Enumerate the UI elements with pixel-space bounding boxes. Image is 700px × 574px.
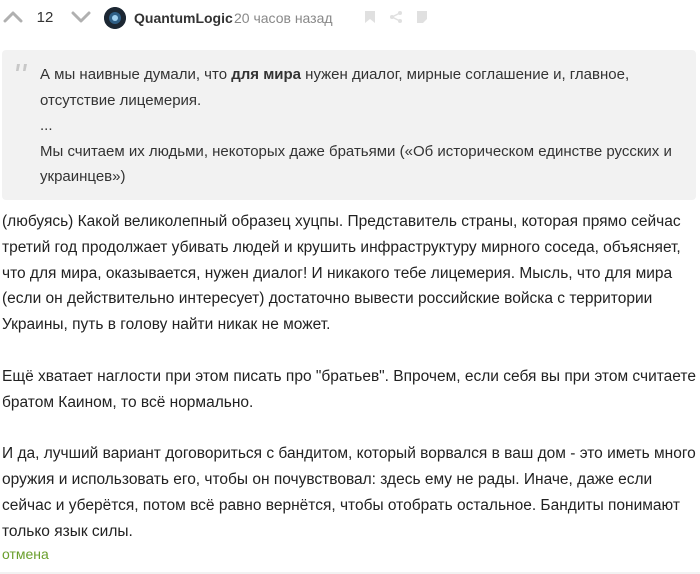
- chevron-up-icon: [3, 10, 23, 24]
- link-icon: [416, 10, 428, 24]
- comment-paragraph: (любуясь) Какой великолепный образец хуцпы. Представитель страны, которая прямо сейчас третий год продолжает убивать людей и крушить инфраструктуру мирного соседа, объясняет, что для мира, оказывается, нужен диалог! И никакого тебе лицемерия. Мысль, что для мира (если он действительно интересует) достаточно вывести российские войска с территории Украины, путь в голову найти никак не может.: [2, 213, 681, 334]
- quote-bold-text: для мира: [231, 66, 302, 83]
- bookmark-button[interactable]: [362, 9, 378, 25]
- chevron-down-icon: [71, 10, 91, 24]
- cancel-link[interactable]: отмена: [2, 546, 49, 562]
- quote-line-1: [40, 62, 685, 113]
- quote-block: [2, 50, 696, 200]
- share-icon: [389, 10, 403, 24]
- comment-actions: [362, 9, 430, 25]
- quote-icon: [14, 60, 34, 80]
- quote-text-part: А мы наивные думали, что: [40, 66, 232, 83]
- comment-header: [0, 0, 700, 36]
- avatar[interactable]: [104, 7, 126, 29]
- quote-text-part: нужен диалог, мирные соглашение и, главное, отсутствие лицемерия.: [40, 66, 630, 109]
- paragraph-gap: [2, 338, 698, 364]
- quote-text: [40, 62, 685, 190]
- rating-count: 12: [36, 9, 54, 26]
- avatar-image: [104, 7, 126, 29]
- author-name[interactable]: QuantumLogic: [134, 10, 233, 26]
- comment-paragraph: И да, лучший вариант договориться с бандитом, который ворвался в ваш дом - это иметь много оружия и использовать его, чтобы он почувствовал: здесь ему не рады. Иначе, даже если сейчас и уберётся, потом всё равно вернётся, чтобы отобрать остальное. Бандиты понимают только язык силы.: [2, 445, 696, 540]
- comment-paragraph: Ещё хватает наглости при этом писать про "братьев". Впрочем, если себя вы при этом считаете братом Каином, то всё нормально.: [2, 367, 696, 411]
- comment-time[interactable]: 20 часов назад: [234, 10, 333, 26]
- comment-body: [2, 209, 698, 544]
- share-button[interactable]: [388, 9, 404, 25]
- vote-up-button[interactable]: [2, 6, 24, 28]
- quote-line-2: Мы считаем их людьми, некоторых даже братьями («Об историческом единстве русских и украинцев»): [40, 142, 672, 185]
- vote-down-button[interactable]: [70, 6, 92, 28]
- link-button[interactable]: [414, 9, 430, 25]
- paragraph-gap: [2, 415, 698, 441]
- quote-ellipsis: ...: [40, 117, 53, 134]
- bookmark-icon: [364, 10, 376, 24]
